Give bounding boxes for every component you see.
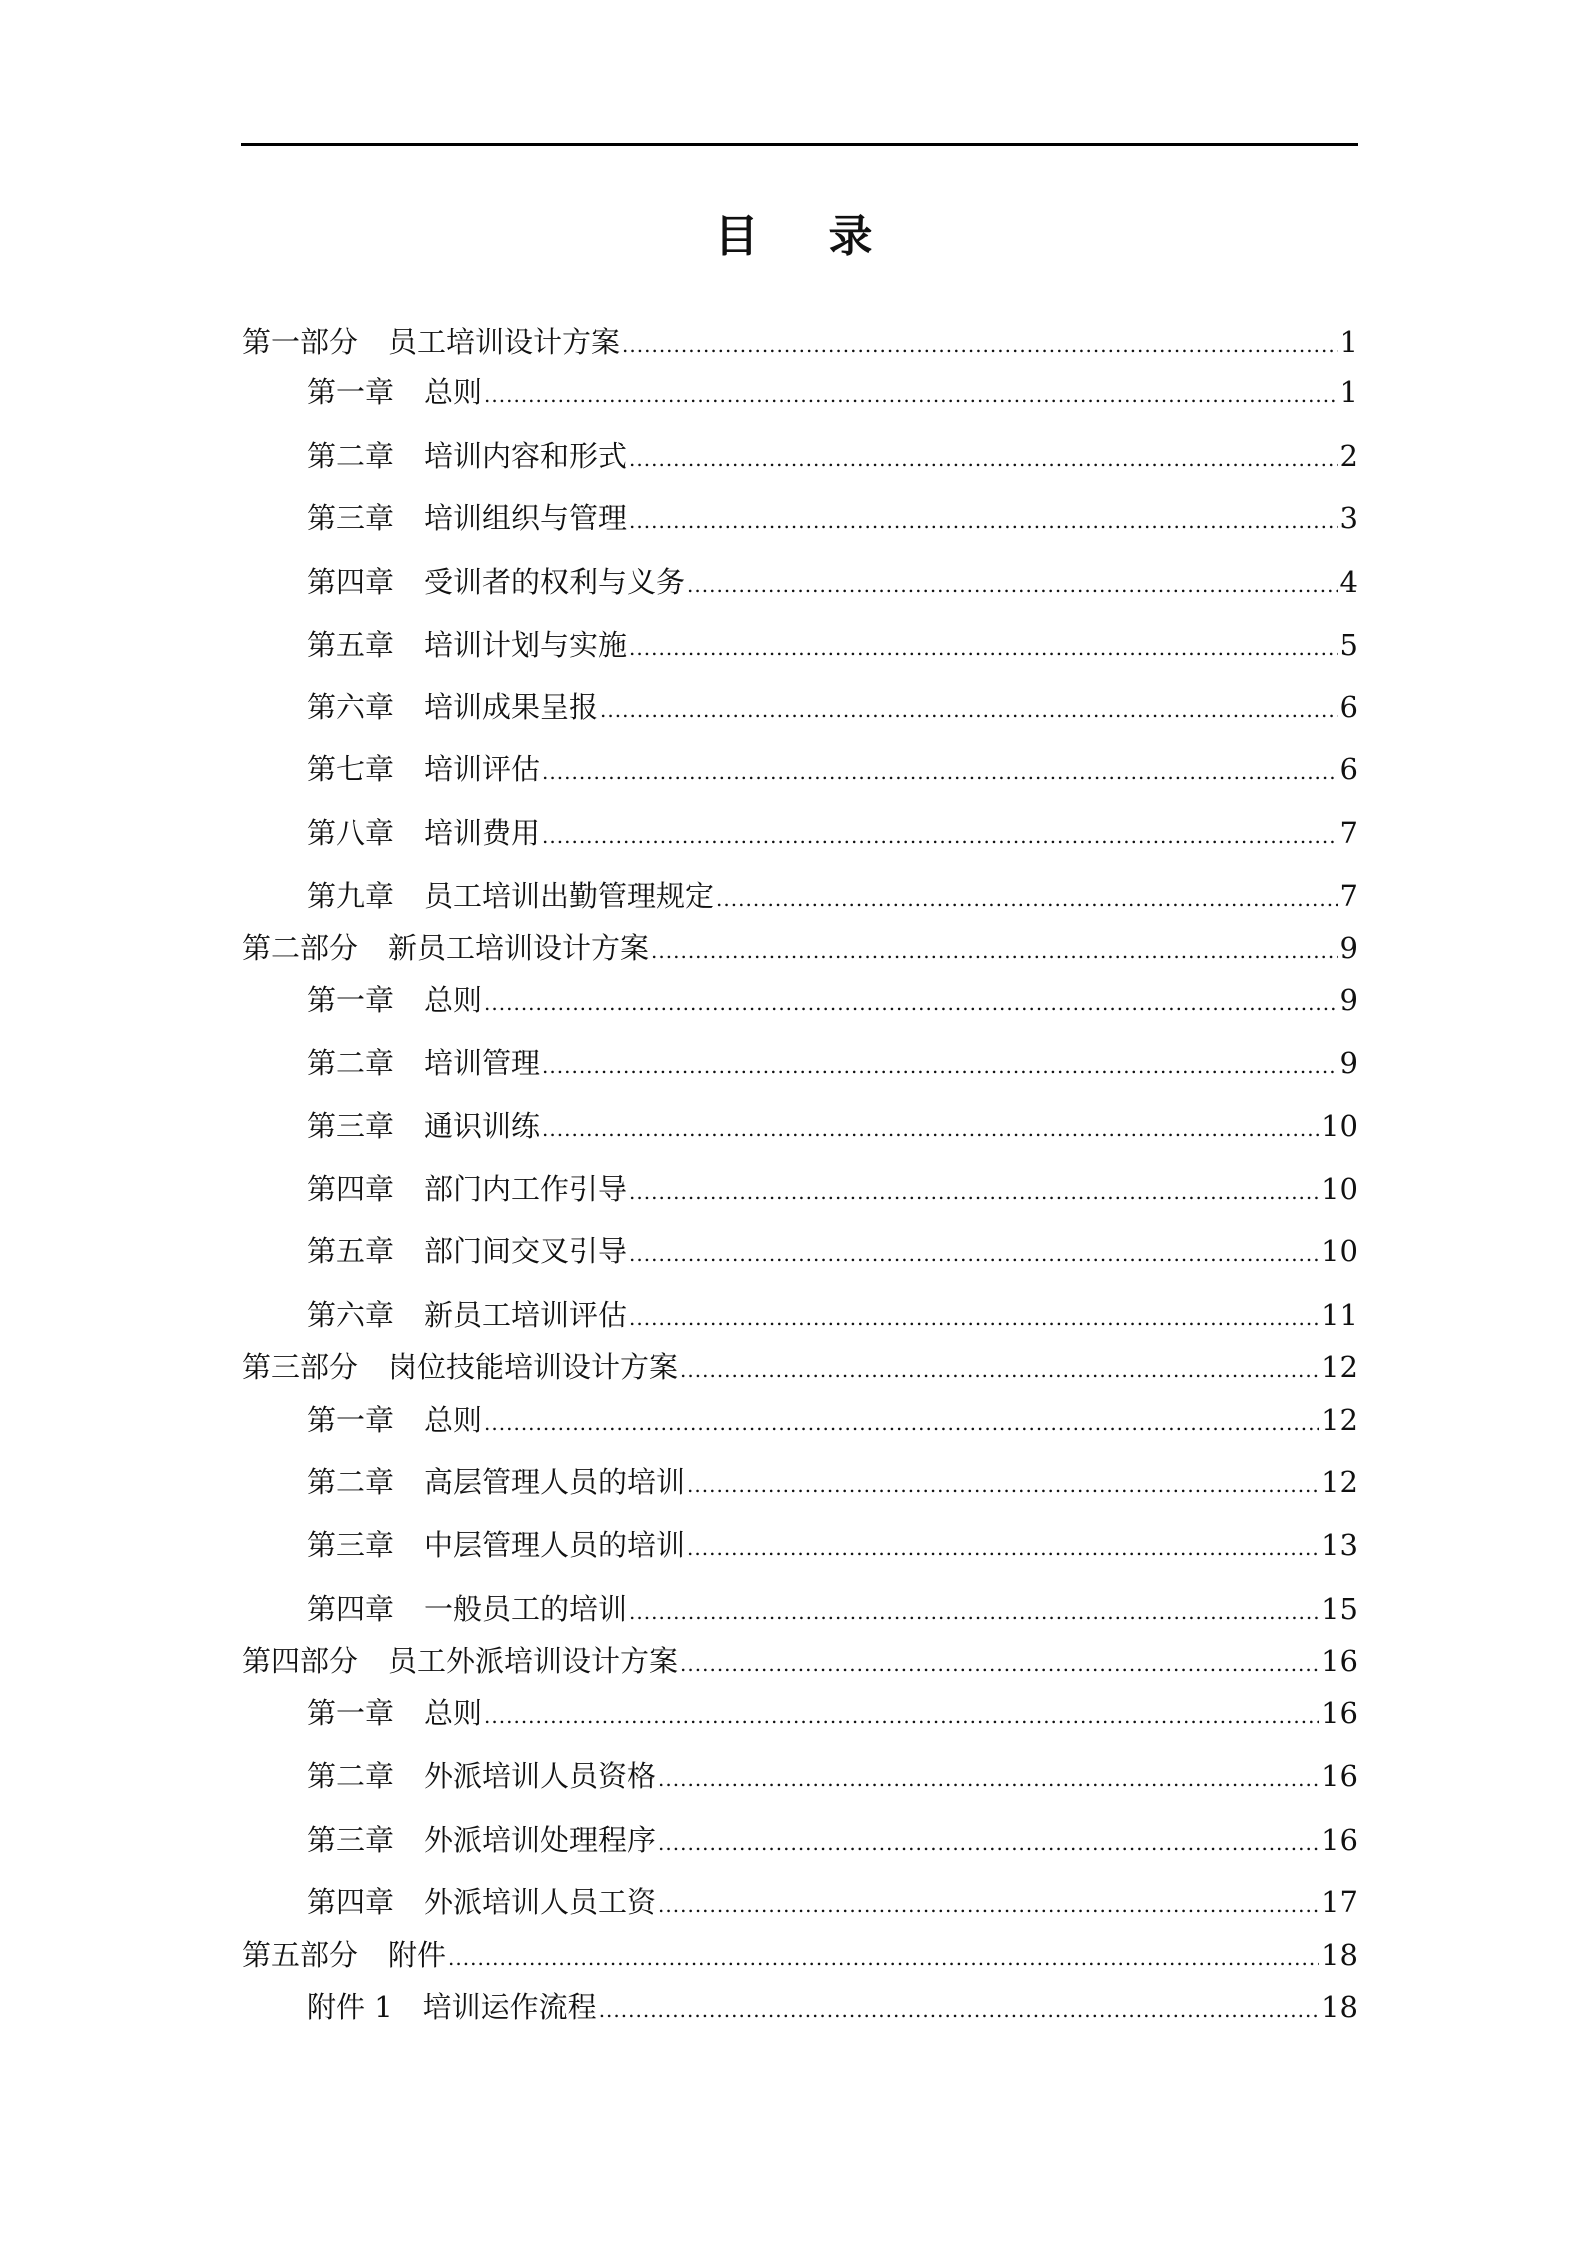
dot-leader: [484, 1698, 1319, 1734]
toc-label: [307, 1989, 597, 2025]
toc-page-number: 16: [1321, 1822, 1358, 1857]
dot-leader: [629, 1594, 1319, 1630]
toc-page-number: 9: [1339, 1046, 1358, 1081]
dot-leader: [658, 1761, 1319, 1797]
toc-number: 第二章: [307, 1464, 395, 1499]
toc-label: [307, 1233, 627, 1269]
dot-leader: [629, 1174, 1319, 1210]
toc-title: 部门间交叉引导: [424, 1234, 628, 1269]
toc-label: [307, 1822, 656, 1858]
toc-page-number: 1: [1339, 324, 1358, 359]
toc-number: 第一章: [307, 1695, 395, 1730]
toc-label: [307, 1464, 685, 1500]
toc-title: 总则: [424, 1402, 483, 1437]
toc-page-number: 7: [1339, 815, 1358, 850]
toc-title: 培训费用: [424, 815, 541, 850]
dot-leader: [484, 1405, 1319, 1441]
toc-page-number: 9: [1339, 931, 1358, 966]
toc-label: [307, 878, 714, 914]
dot-leader: [622, 327, 1338, 363]
dot-leader: [542, 1111, 1319, 1147]
dot-leader: [658, 1887, 1319, 1923]
toc-number: 第一章: [307, 1402, 395, 1437]
toc-number: 第五部分: [242, 1938, 359, 1973]
toc-entry-chap[interactable]: [307, 982, 1358, 1018]
dot-leader: [600, 692, 1338, 728]
toc-title: 高层管理人员的培训: [424, 1464, 686, 1499]
toc-entry-chap[interactable]: [307, 627, 1358, 663]
toc-entry-chap[interactable]: [307, 564, 1358, 600]
toc-title: 员工外派培训设计方案: [388, 1643, 679, 1678]
toc-number: 第四章: [307, 1172, 395, 1207]
toc-entry-chap[interactable]: [307, 1402, 1358, 1438]
toc-entry-chap[interactable]: [307, 374, 1358, 410]
toc-label: [242, 324, 620, 360]
toc-page-number: 3: [1339, 501, 1358, 536]
toc-label: [307, 1695, 482, 1731]
toc-label: [242, 1643, 678, 1679]
toc-label: [307, 627, 627, 663]
dot-leader: [542, 1048, 1338, 1084]
toc-entry-chap[interactable]: [307, 438, 1358, 474]
toc-number: 第三章: [307, 1822, 395, 1857]
toc-label: [307, 1108, 540, 1144]
toc-page-number: 1: [1339, 375, 1358, 410]
page-title: [0, 200, 1587, 264]
toc-number: 第二章: [307, 438, 395, 473]
title-char: 目: [714, 211, 829, 262]
toc-entry-chap[interactable]: [307, 1045, 1358, 1081]
toc-title: 外派培训处理程序: [424, 1822, 657, 1857]
toc-label: [307, 1045, 540, 1081]
toc-title: 一般员工的培训: [424, 1591, 628, 1626]
toc-entry-chap[interactable]: [307, 1297, 1358, 1333]
toc-number: 第二章: [307, 1759, 395, 1794]
toc-title: 新员工培训设计方案: [388, 931, 650, 966]
dot-leader: [629, 441, 1338, 477]
toc-title: 总则: [424, 375, 483, 410]
toc-entry-chap[interactable]: [307, 815, 1358, 851]
toc-number: 第三章: [307, 1528, 395, 1563]
toc-number: 第一章: [307, 982, 395, 1017]
toc-number: 第二部分: [242, 931, 359, 966]
toc-number: 第四部分: [242, 1643, 359, 1678]
dot-leader: [629, 503, 1338, 539]
header-rule: [241, 143, 1358, 146]
toc-entry-chap[interactable]: [307, 1171, 1358, 1207]
toc-page-number: 10: [1321, 1234, 1358, 1269]
dot-leader: [680, 1646, 1319, 1682]
toc-entry-chap[interactable]: [307, 1884, 1358, 1920]
toc-entry-chap[interactable]: [307, 1758, 1358, 1794]
toc-title: 培训计划与实施: [424, 628, 628, 663]
dot-leader: [687, 1467, 1319, 1503]
toc-number: 附件 1: [307, 1990, 393, 2025]
toc-label: [307, 815, 540, 851]
toc-title: 培训内容和形式: [424, 438, 628, 473]
toc-page-number: 6: [1339, 690, 1358, 725]
toc-label: [242, 1937, 446, 1973]
toc-title: 员工培训设计方案: [388, 324, 621, 359]
dot-leader: [716, 881, 1338, 917]
toc-page-number: 11: [1321, 1297, 1358, 1332]
dot-leader: [599, 1992, 1319, 2028]
toc-title: 培训评估: [424, 752, 541, 787]
toc-label: [307, 438, 627, 474]
toc-entry-part[interactable]: [242, 324, 1358, 360]
toc-title: 总则: [424, 982, 483, 1017]
toc-label: [307, 1527, 685, 1563]
toc-page-number: 7: [1339, 879, 1358, 914]
toc-page-number: 10: [1321, 1172, 1358, 1207]
toc-label: [307, 1171, 627, 1207]
toc-title: 通识训练: [424, 1108, 541, 1143]
toc-page-number: 16: [1321, 1643, 1358, 1678]
toc-number: 第一章: [307, 375, 395, 410]
dot-leader: [651, 933, 1338, 969]
toc-entry-chap[interactable]: [307, 1695, 1358, 1731]
toc-entry-chap[interactable]: [307, 751, 1358, 787]
toc-label: [307, 751, 540, 787]
toc-number: 第六章: [307, 1297, 395, 1332]
toc-page-number: 18: [1321, 1990, 1358, 2025]
toc-number: 第三章: [307, 1108, 395, 1143]
toc-title: 中层管理人员的培训: [424, 1528, 686, 1563]
toc-number: 第四章: [307, 1884, 395, 1919]
toc-page-number: 16: [1321, 1759, 1358, 1794]
toc-title: 总则: [424, 1695, 483, 1730]
toc-number: 第四章: [307, 564, 395, 599]
toc-page-number: 13: [1321, 1528, 1358, 1563]
toc-number: 第四章: [307, 1591, 395, 1626]
toc-title: 员工培训出勤管理规定: [424, 879, 715, 914]
toc-page-number: 4: [1339, 564, 1358, 599]
toc-title: 培训成果呈报: [424, 690, 599, 725]
toc-page-number: 17: [1321, 1884, 1358, 1919]
dot-leader: [629, 630, 1338, 666]
toc-label: [307, 1402, 482, 1438]
toc-title: 培训运作流程: [422, 1990, 597, 2025]
title-char: 录: [828, 211, 943, 262]
toc-title: 培训组织与管理: [424, 501, 628, 536]
dot-leader: [629, 1236, 1319, 1272]
toc-label: [307, 1591, 627, 1627]
toc-page-number: 16: [1321, 1695, 1358, 1730]
toc-entry-chap[interactable]: [307, 1989, 1358, 2025]
toc-number: 第七章: [307, 752, 395, 787]
toc-entry-chap[interactable]: [307, 1822, 1358, 1858]
toc-page-number: 12: [1321, 1464, 1358, 1499]
toc-number: 第九章: [307, 879, 395, 914]
toc-page-number: 6: [1339, 752, 1358, 787]
toc-title: 外派培训人员资格: [424, 1759, 657, 1794]
toc-entry-part[interactable]: [242, 930, 1358, 966]
dot-leader: [658, 1825, 1319, 1861]
toc-title: 岗位技能培训设计方案: [388, 1349, 679, 1384]
toc-page-number: 18: [1321, 1938, 1358, 1973]
toc-label: [242, 930, 649, 966]
toc-page-number: 2: [1339, 438, 1358, 473]
toc-number: 第八章: [307, 815, 395, 850]
toc-title: 部门内工作引导: [424, 1172, 628, 1207]
toc-page-number: 9: [1339, 982, 1358, 1017]
toc-number: 第二章: [307, 1046, 395, 1081]
toc-number: 第三章: [307, 501, 395, 536]
toc-label: [307, 689, 598, 725]
toc-title: 培训管理: [424, 1046, 541, 1081]
dot-leader: [680, 1352, 1319, 1388]
dot-leader: [484, 377, 1338, 413]
toc-number: 第五章: [307, 1234, 395, 1269]
toc-entry-chap[interactable]: [307, 878, 1358, 914]
toc-entry-chap[interactable]: [307, 1527, 1358, 1563]
toc-page-number: 5: [1339, 628, 1358, 663]
toc-label: [242, 1349, 678, 1385]
toc-label: [307, 1297, 627, 1333]
toc-label: [307, 1884, 656, 1920]
toc-entry-chap[interactable]: [307, 1591, 1358, 1627]
toc-title: 受训者的权利与义务: [424, 564, 686, 599]
toc-entry-chap[interactable]: [307, 500, 1358, 536]
toc-label: [307, 1758, 656, 1794]
toc-number: 第三部分: [242, 1349, 359, 1384]
toc-entry-part[interactable]: [242, 1643, 1358, 1679]
dot-leader: [484, 985, 1338, 1021]
toc-title: 新员工培训评估: [424, 1297, 628, 1332]
toc-title: 附件: [388, 1938, 447, 1973]
toc-entry-part[interactable]: [242, 1937, 1358, 1973]
toc-label: [307, 374, 482, 410]
toc-page-number: 12: [1321, 1402, 1358, 1437]
toc-entry-part[interactable]: [242, 1349, 1358, 1385]
toc-number: 第一部分: [242, 324, 359, 359]
dot-leader: [542, 818, 1338, 854]
toc-title: 外派培训人员工资: [424, 1884, 657, 1919]
toc-entry-chap[interactable]: [307, 1233, 1358, 1269]
dot-leader: [687, 567, 1338, 603]
toc-label: [307, 564, 685, 600]
toc-number: 第六章: [307, 690, 395, 725]
toc-number: 第五章: [307, 628, 395, 663]
toc-entry-chap[interactable]: [307, 689, 1358, 725]
dot-leader: [687, 1530, 1319, 1566]
toc-label: [307, 500, 627, 536]
dot-leader: [448, 1940, 1319, 1976]
toc-page-number: 10: [1321, 1108, 1358, 1143]
toc-entry-chap[interactable]: [307, 1464, 1358, 1500]
dot-leader: [629, 1300, 1319, 1336]
toc-page-number: 12: [1321, 1349, 1358, 1384]
toc-page-number: 15: [1321, 1591, 1358, 1626]
toc-label: [307, 982, 482, 1018]
toc-entry-chap[interactable]: [307, 1108, 1358, 1144]
dot-leader: [542, 754, 1338, 790]
